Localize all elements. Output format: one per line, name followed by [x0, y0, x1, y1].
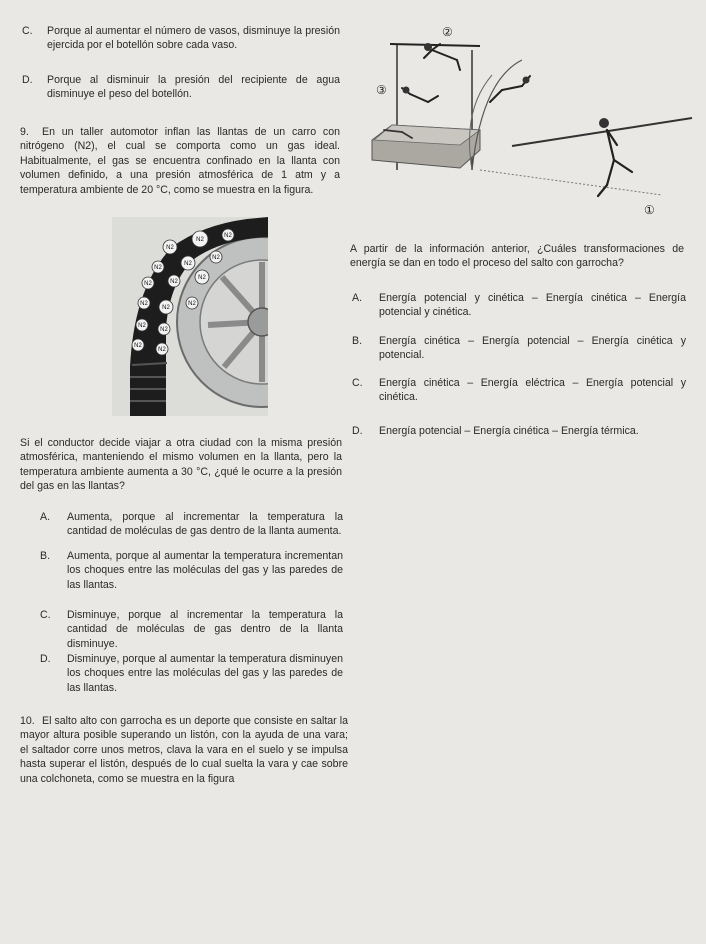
option-text: Aumenta, porque al aumentar la temperatura incrementan los choques entre las moléculas del gas y las paredes de las llantas. — [67, 550, 343, 591]
tire-molecule-label: N2 — [138, 323, 146, 329]
option-letter: A. — [352, 292, 363, 304]
pole-vault-figure — [362, 20, 696, 222]
option-text: Porque al disminuir la presión del recipiente de agua disminuye el peso del botellón. — [47, 74, 340, 101]
question-9-question: Si el conductor decide viajar a otra ciudad con la misma presión atmosférica, manteniendo el mismo volumen en la llanta, pero la temperatura ambiente aumenta a 30 °C, ¿qué le ocurre a la presión del gas en las llantas? — [20, 437, 342, 493]
tire-molecule-label: N2 — [184, 261, 192, 267]
tire-molecule-label: N2 — [170, 279, 178, 285]
option-letter: A. — [40, 511, 51, 523]
tire-molecule-label: N2 — [154, 265, 162, 271]
option-letter: C. — [352, 377, 363, 389]
tire-molecule-label: N2 — [160, 327, 168, 333]
question-number: 9. — [20, 126, 29, 138]
option-text: Energía cinética – Energía potencial – Energía cinética y potencial. — [379, 335, 686, 362]
figure-label-2: ② — [442, 25, 453, 39]
q9-option-a — [40, 510, 343, 540]
tire-molecule-label: N2 — [144, 281, 152, 287]
q9-option-b — [40, 549, 343, 594]
question-9-stem — [20, 125, 340, 197]
option-letter: C. — [22, 25, 33, 37]
question-text: El salto alto con garrocha es un deporte que consiste en saltar la mayor altura posible superando un listón, con la ayuda de una vara; el saltador corre unos metros, clava la vara en el suelo y se impulsa hasta superar el listón, después de lo cual suelta la vara y cae sobre una colchoneta, como se muestra en la figura — [20, 715, 348, 785]
tire-molecule-label: N2 — [158, 347, 166, 353]
figure-label-1: ① — [644, 203, 655, 217]
option-text: Energía cinética – Energía eléctrica – Energía potencial y cinética. — [379, 377, 686, 404]
q10-option-d — [352, 424, 686, 440]
tire-figure — [112, 217, 268, 416]
option-text: Aumenta, porque al incrementar la temperatura la cantidad de moléculas de gas dentro de la llanta aumenta. — [67, 511, 343, 538]
option-text: Porque al aumentar el número de vasos, disminuye la presión ejercida por el botellón sobre cada vaso. — [47, 25, 340, 52]
tire-molecule-label: N2 — [188, 301, 196, 307]
question-10-question: A partir de la información anterior, ¿Cuáles transformaciones de energía se dan en todo el proceso del salto con garrocha? — [350, 243, 684, 270]
tire-molecule-label: N2 — [162, 305, 170, 311]
option-d-top — [22, 73, 340, 103]
option-text: Disminuye, porque al aumentar la temperatura disminuyen los choques entre las moléculas del gas y las paredes de las llantas. — [67, 653, 343, 694]
figure-label-3: ③ — [376, 83, 387, 97]
option-letter: B. — [40, 550, 51, 562]
tire-molecule-label: N2 — [196, 237, 204, 243]
option-letter: D. — [352, 425, 363, 437]
option-text: Energía potencial – Energía cinética – Energía térmica. — [379, 425, 639, 437]
q10-option-b — [352, 334, 686, 364]
option-letter: B. — [352, 335, 363, 347]
question-text: En un taller automotor inflan las llantas de un carro con nitrógeno (N2), el cual se comporta como un gas ideal. Habitualmente, el gas se encuentra confinado en la llanta con volumen definido, a una presión atmosférica de 1 atm y a temperatura ambiente de 20 °C, como se muestra en la figura. — [20, 126, 340, 196]
option-c-top — [22, 24, 340, 54]
tire-molecule-label: N2 — [134, 343, 142, 349]
tire-molecule-label: N2 — [224, 233, 232, 239]
tire-molecule-label: N2 — [198, 275, 206, 281]
question-10-stem — [20, 714, 348, 786]
q9-option-d — [40, 652, 343, 697]
tire-molecule-label: N2 — [166, 245, 174, 251]
tire-molecule-label: N2 — [212, 255, 220, 261]
question-number: 10. — [20, 715, 35, 727]
option-letter: D. — [40, 653, 51, 665]
option-letter: D. — [22, 74, 33, 86]
q9-option-c — [40, 608, 343, 650]
option-text: Energía potencial y cinética – Energía cinética – Energía potencial y cinética. — [379, 292, 686, 319]
option-letter: C. — [40, 609, 51, 621]
q10-option-c — [352, 376, 686, 406]
option-text: Disminuye, porque al incrementar la temperatura la cantidad de moléculas de gas dentro de la llanta disminuye. — [67, 609, 343, 650]
q10-option-a — [352, 291, 686, 321]
tire-molecule-label: N2 — [140, 301, 148, 307]
